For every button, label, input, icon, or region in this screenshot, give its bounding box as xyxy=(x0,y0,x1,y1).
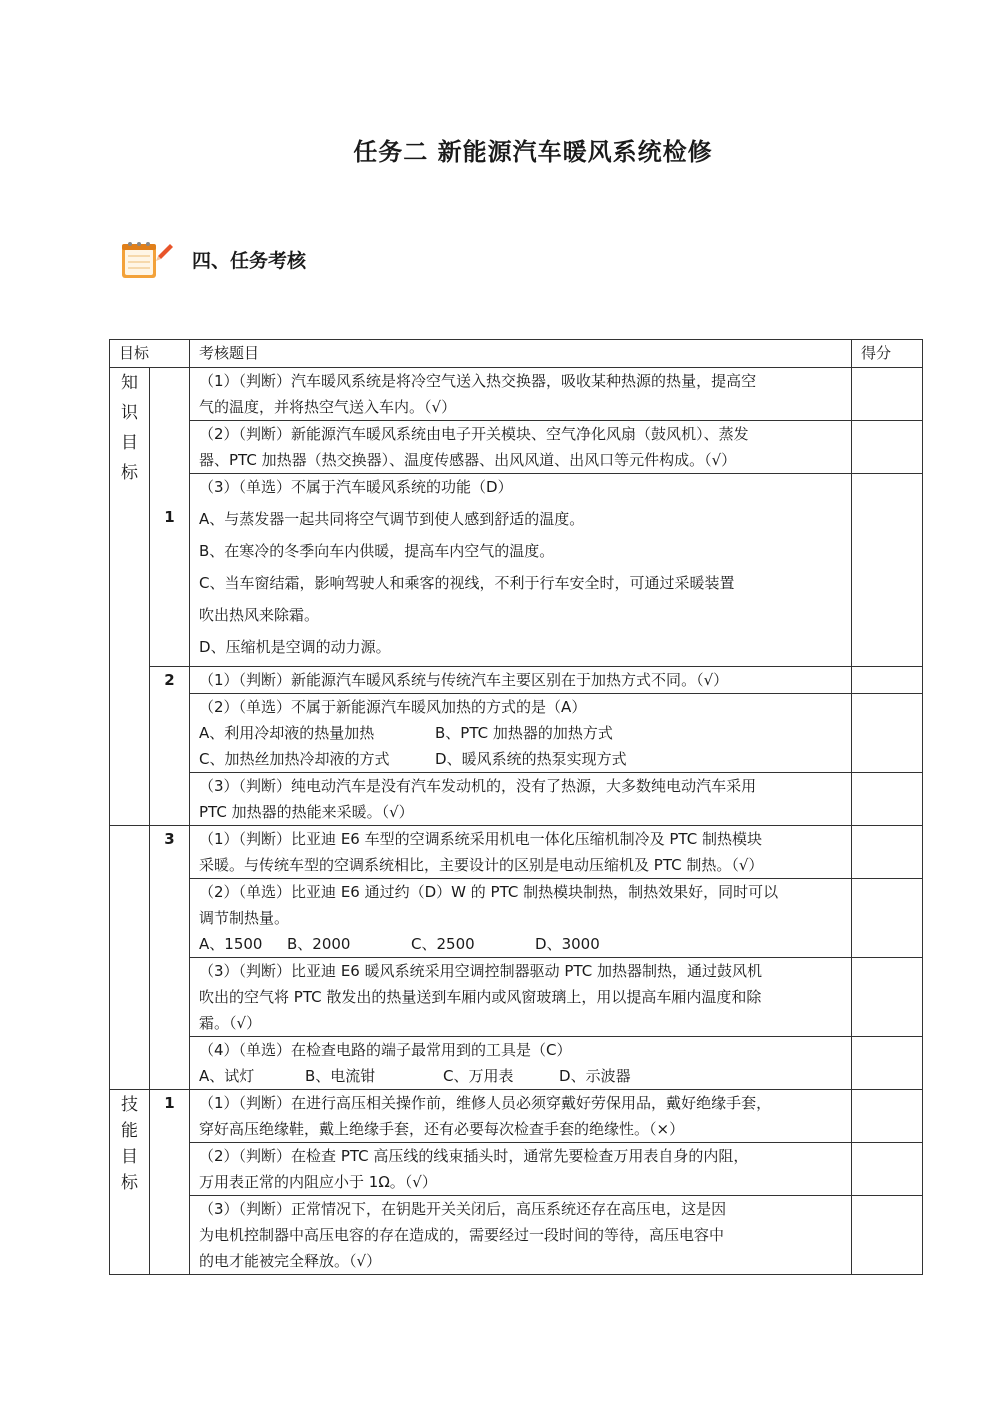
table-row xyxy=(110,826,923,879)
question-line: （3）（判断）正常情况下，在钥匙开关关闭后，高压系统还存在高压电，这是因 xyxy=(199,1200,727,1218)
option-c: C、2500 xyxy=(411,935,475,953)
skill-goal-label: 技能目标 xyxy=(121,1095,138,1193)
option-d: D、示波器 xyxy=(559,1067,631,1085)
question-line: 气的温度，并将热空气送入车内。（√） xyxy=(199,398,457,416)
question-line: （1）（判断）在进行高压相关操作前，维修人员必须穿戴好劳保用品，戴好绝缘手套， xyxy=(199,1094,772,1112)
score-cell[interactable] xyxy=(852,368,923,421)
question-cell xyxy=(190,368,852,421)
score-cell[interactable] xyxy=(852,474,923,667)
option-b: B、PTC 加热器的加热方式 xyxy=(435,724,613,742)
score-cell[interactable] xyxy=(852,694,923,773)
question-cell xyxy=(190,958,852,1037)
question-cell xyxy=(190,667,852,694)
option-line: D、压缩机是空调的动力源。 xyxy=(199,638,391,656)
option-line: C、当车窗结霜，影响驾驶人和乘客的视线，不利于行车安全时，可通过采暖装置 xyxy=(199,574,735,592)
option-a: A、利用冷却液的热量加热 xyxy=(199,724,375,742)
table-row xyxy=(110,879,923,958)
table-row xyxy=(110,667,923,694)
option-c: C、加热丝加热冷却液的方式 xyxy=(199,750,390,768)
question-cell xyxy=(190,474,852,667)
question-cell xyxy=(190,879,852,958)
question-line: 万用表正常的内阻应小于 1Ω。（√） xyxy=(199,1173,437,1191)
score-cell[interactable] xyxy=(852,667,923,694)
question-line: 吹出的空气将 PTC 散发出的热量送到车厢内或风窗玻璃上，用以提高车厢内温度和除 xyxy=(199,988,762,1006)
page-title: 任务二 新能源汽车暖风系统检修 xyxy=(353,138,713,166)
score-cell[interactable] xyxy=(852,1196,923,1275)
question-line: 的电才能被完全释放。（√） xyxy=(199,1252,382,1270)
unlabeled-goal-cell xyxy=(110,826,150,1090)
score-cell[interactable] xyxy=(852,421,923,474)
option-line xyxy=(199,746,842,772)
option-line xyxy=(199,1063,842,1089)
question-line: 为电机控制器中高压电容的存在造成的，需要经过一段时间的等待，高压电容中 xyxy=(199,1226,725,1244)
score-cell[interactable] xyxy=(852,1037,923,1090)
group-number: 1 xyxy=(150,368,190,667)
knowledge-goal-cell xyxy=(110,368,150,826)
score-cell[interactable] xyxy=(852,879,923,958)
assessment-table xyxy=(109,339,923,1275)
option-d: D、3000 xyxy=(535,935,600,953)
header-goal: 目标 xyxy=(110,340,190,368)
question-line: （2）（判断）新能源汽车暖风系统由电子开关模块、空气净化风扇（鼓风机）、蒸发 xyxy=(199,425,749,443)
option-line: 吹出热风来除霜。 xyxy=(199,606,320,624)
table-row xyxy=(110,694,923,773)
skill-goal-cell xyxy=(110,1090,150,1275)
question-cell xyxy=(190,826,852,879)
table-row xyxy=(110,1090,923,1143)
option-a: A、试灯 xyxy=(199,1067,255,1085)
option-b: B、2000 xyxy=(287,935,351,953)
question-line: 器、PTC 加热器（热交换器）、温度传感器、出风风道、出风口等元件构成。（√） xyxy=(199,451,737,469)
table-row xyxy=(110,958,923,1037)
question-line: （3）（单选）不属于汽车暖风系统的功能（D） xyxy=(199,478,513,496)
question-line: （2）（判断）在检查 PTC 高压线的线束插头时，通常先要检查万用表自身的内阻， xyxy=(199,1147,749,1165)
option-a: A、1500 xyxy=(199,935,263,953)
score-cell[interactable] xyxy=(852,1143,923,1196)
table-row xyxy=(110,474,923,667)
table-header-row xyxy=(110,340,923,368)
option-line xyxy=(199,931,842,957)
question-line: （2）（单选）不属于新能源汽车暖风加热的方式的是（A） xyxy=(199,698,587,716)
table-row xyxy=(110,368,923,421)
question-cell xyxy=(190,1090,852,1143)
option-b: B、电流钳 xyxy=(305,1067,376,1085)
question-line: 穿好高压绝缘鞋，戴上绝缘手套，还有必要每次检查手套的绝缘性。（×） xyxy=(199,1120,685,1138)
knowledge-goal-label: 知识目标 xyxy=(121,373,138,483)
question-cell xyxy=(190,1196,852,1275)
option-line: B、在寒冷的冬季向车内供暖，提高车内空气的温度。 xyxy=(199,542,555,560)
question-cell xyxy=(190,773,852,826)
question-line: （1）（判断）汽车暖风系统是将冷空气送入热交换器，吸收某种热源的热量，提高空 xyxy=(199,372,757,390)
score-cell[interactable] xyxy=(852,826,923,879)
question-cell xyxy=(190,421,852,474)
score-cell[interactable] xyxy=(852,773,923,826)
option-c: C、万用表 xyxy=(443,1067,514,1085)
group-number: 1 xyxy=(150,1090,190,1275)
score-cell[interactable] xyxy=(852,1090,923,1143)
option-d: D、暖风系统的热泵实现方式 xyxy=(435,750,627,768)
table-row xyxy=(110,773,923,826)
question-line: （3）（判断）比亚迪 E6 暖风系统采用空调控制器驱动 PTC 加热器制热，通过鼓风机 xyxy=(199,962,762,980)
option-line xyxy=(199,720,842,746)
question-line: 采暖。与传统车型的空调系统相比，主要设计的区别是电动压缩机及 PTC 制热。（√） xyxy=(199,856,764,874)
section-header xyxy=(118,236,306,282)
table-row xyxy=(110,1037,923,1090)
question-cell xyxy=(190,694,852,773)
calendar-icon xyxy=(118,236,176,282)
question-line: （1）（判断）新能源汽车暖风系统与传统汽车主要区别在于加热方式不同。（√） xyxy=(199,671,729,689)
header-question: 考核题目 xyxy=(190,340,852,368)
question-line: 霜。（√） xyxy=(199,1014,262,1032)
section-title: 四、任务考核 xyxy=(192,249,307,272)
group-number: 3 xyxy=(150,826,190,1090)
question-line: （2）（单选）比亚迪 E6 通过约（D）W 的 PTC 制热模块制热，制热效果好，同时可以 xyxy=(199,883,779,901)
question-line: PTC 加热器的热能来采暖。（√） xyxy=(199,803,414,821)
table-row xyxy=(110,421,923,474)
table-row xyxy=(110,1143,923,1196)
question-line: 调节制热量。 xyxy=(199,909,290,927)
question-line: （4）（单选）在检查电路的端子最常用到的工具是（C） xyxy=(199,1041,572,1059)
score-cell[interactable] xyxy=(852,958,923,1037)
question-cell xyxy=(190,1143,852,1196)
option-line: A、与蒸发器一起共同将空气调节到使人感到舒适的温度。 xyxy=(199,510,585,528)
group-number: 2 xyxy=(150,667,190,826)
table-row xyxy=(110,1196,923,1275)
header-score: 得分 xyxy=(852,340,923,368)
question-line: （3）（判断）纯电动汽车是没有汽车发动机的，没有了热源，大多数纯电动汽车采用 xyxy=(199,777,757,795)
question-cell xyxy=(190,1037,852,1090)
question-line: （1）（判断）比亚迪 E6 车型的空调系统采用机电一体化压缩机制冷及 PTC 制热模块 xyxy=(199,830,762,848)
